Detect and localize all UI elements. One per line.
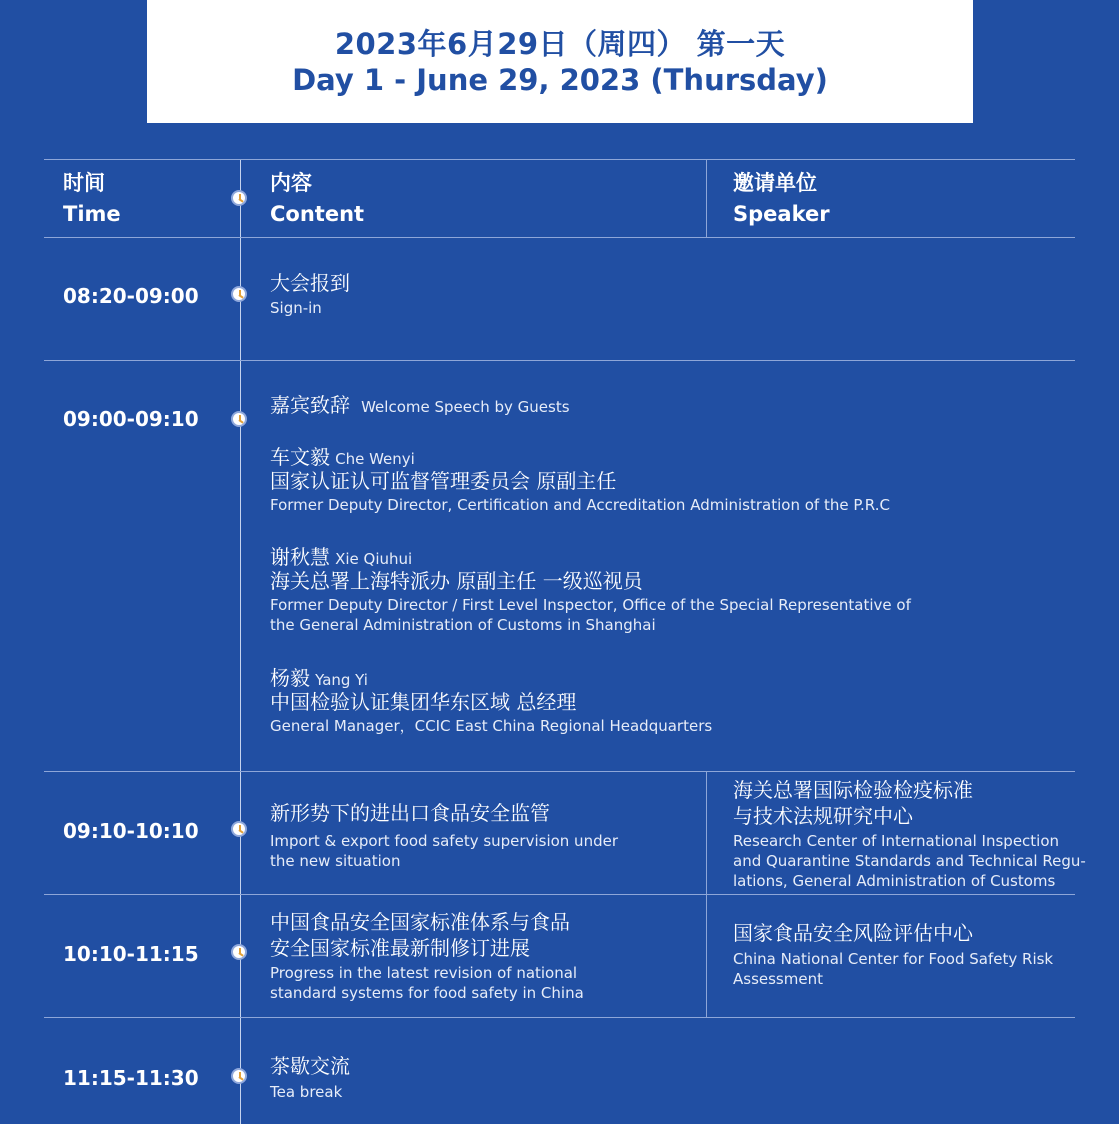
- session-title-cn: 新形势下的进出口食品安全监管: [270, 801, 550, 825]
- session-title-en: Sign-in: [270, 299, 322, 317]
- clock-icon: [231, 286, 247, 302]
- session-time: 10:10-11:15: [63, 942, 199, 966]
- speaker-role-cn: 海关总署上海特派办 原副主任 一级巡视员: [270, 569, 643, 593]
- session-title-en: the new situation: [270, 852, 401, 870]
- session-title-cn: 茶歇交流: [270, 1054, 350, 1078]
- session-time: 08:20-09:00: [63, 284, 199, 308]
- session-title-cn: 安全国家标准最新制修订进展: [270, 936, 530, 960]
- speaker-name-en: Che Wenyi: [335, 450, 415, 468]
- session-time: 09:10-10:10: [63, 819, 199, 843]
- header-speaker-cn: 邀请单位: [733, 171, 817, 195]
- speaker-org-cn: 海关总署国际检验检疫标准: [733, 778, 973, 802]
- speaker-name: [270, 662, 368, 691]
- speaker-org-cn: 国家食品安全风险评估中心: [733, 921, 973, 945]
- header-time-en: Time: [63, 202, 121, 226]
- divider: [44, 771, 1075, 772]
- column-divider: [706, 771, 707, 1017]
- session-title-en: Progress in the latest revision of national: [270, 964, 578, 982]
- speaker-role-cn: 国家认证认可监督管理委员会 原副主任: [270, 469, 617, 493]
- clock-icon: [231, 1068, 247, 1084]
- speaker-name-en: Yang Yi: [315, 671, 368, 689]
- speaker-org-en: and Quarantine Standards and Technical Regu-: [733, 852, 1086, 870]
- speaker-role-en: Former Deputy Director, Certification and Accreditation Administration of the P.R.C: [270, 496, 890, 514]
- clock-icon: [231, 944, 247, 960]
- clock-icon: [231, 821, 247, 837]
- speaker-name-cn: 杨毅: [270, 666, 310, 690]
- timeline-line: [240, 159, 241, 1124]
- session-title-cn: 嘉宾致辞: [270, 393, 350, 417]
- divider: [44, 1017, 1075, 1018]
- speaker-role-en: General Manager，CCIC East China Regional Headquarters: [270, 717, 713, 735]
- speaker-role-en: Former Deputy Director / First Level Inspector, Office of the Special Representative of: [270, 596, 911, 614]
- header-banner: [147, 0, 973, 123]
- header-time-cn: 时间: [63, 171, 105, 195]
- speaker-name-en: Xie Qiuhui: [335, 550, 413, 568]
- session-time: 09:00-09:10: [63, 407, 199, 431]
- session-title-en: Welcome Speech by Guests: [361, 398, 570, 416]
- speaker-name-cn: 谢秋慧: [270, 545, 330, 569]
- divider: [44, 237, 1075, 238]
- speaker-role-cn: 中国检验认证集团华东区域 总经理: [270, 690, 577, 714]
- header-title-cn: 2023年6月29日（周四） 第一天: [334, 27, 786, 61]
- speaker-name: [270, 541, 412, 570]
- divider: [44, 894, 1075, 895]
- session-title-en: Import & export food safety supervision under: [270, 832, 618, 850]
- clock-icon: [231, 190, 247, 206]
- header-content-cn: 内容: [270, 171, 312, 195]
- speaker-name-cn: 车文毅: [270, 445, 330, 469]
- divider: [44, 360, 1075, 361]
- speaker-org-cn: 与技术法规研究中心: [733, 804, 913, 828]
- header-title-en: Day 1 - June 29, 2023 (Thursday): [292, 63, 828, 97]
- header-speaker-en: Speaker: [733, 202, 830, 226]
- column-divider: [706, 159, 707, 237]
- speaker-org-en: lations, General Administration of Customs: [733, 872, 1056, 890]
- divider: [44, 159, 1075, 160]
- session-title-cn: 中国食品安全国家标准体系与食品: [270, 910, 570, 934]
- speaker-org-en: Research Center of International Inspection: [733, 832, 1060, 850]
- clock-icon: [231, 411, 247, 427]
- session-title-en: Tea break: [270, 1083, 343, 1101]
- header-content-en: Content: [270, 202, 365, 226]
- session-title: [270, 389, 570, 418]
- session-title-en: standard systems for food safety in China: [270, 984, 584, 1002]
- session-time: 11:15-11:30: [63, 1066, 199, 1090]
- speaker-role-en: the General Administration of Customs in Shanghai: [270, 616, 656, 634]
- speaker-org-en: China National Center for Food Safety Risk: [733, 950, 1054, 968]
- speaker-org-en: Assessment: [733, 970, 823, 988]
- speaker-name: [270, 441, 415, 470]
- session-title-cn: 大会报到: [270, 271, 350, 295]
